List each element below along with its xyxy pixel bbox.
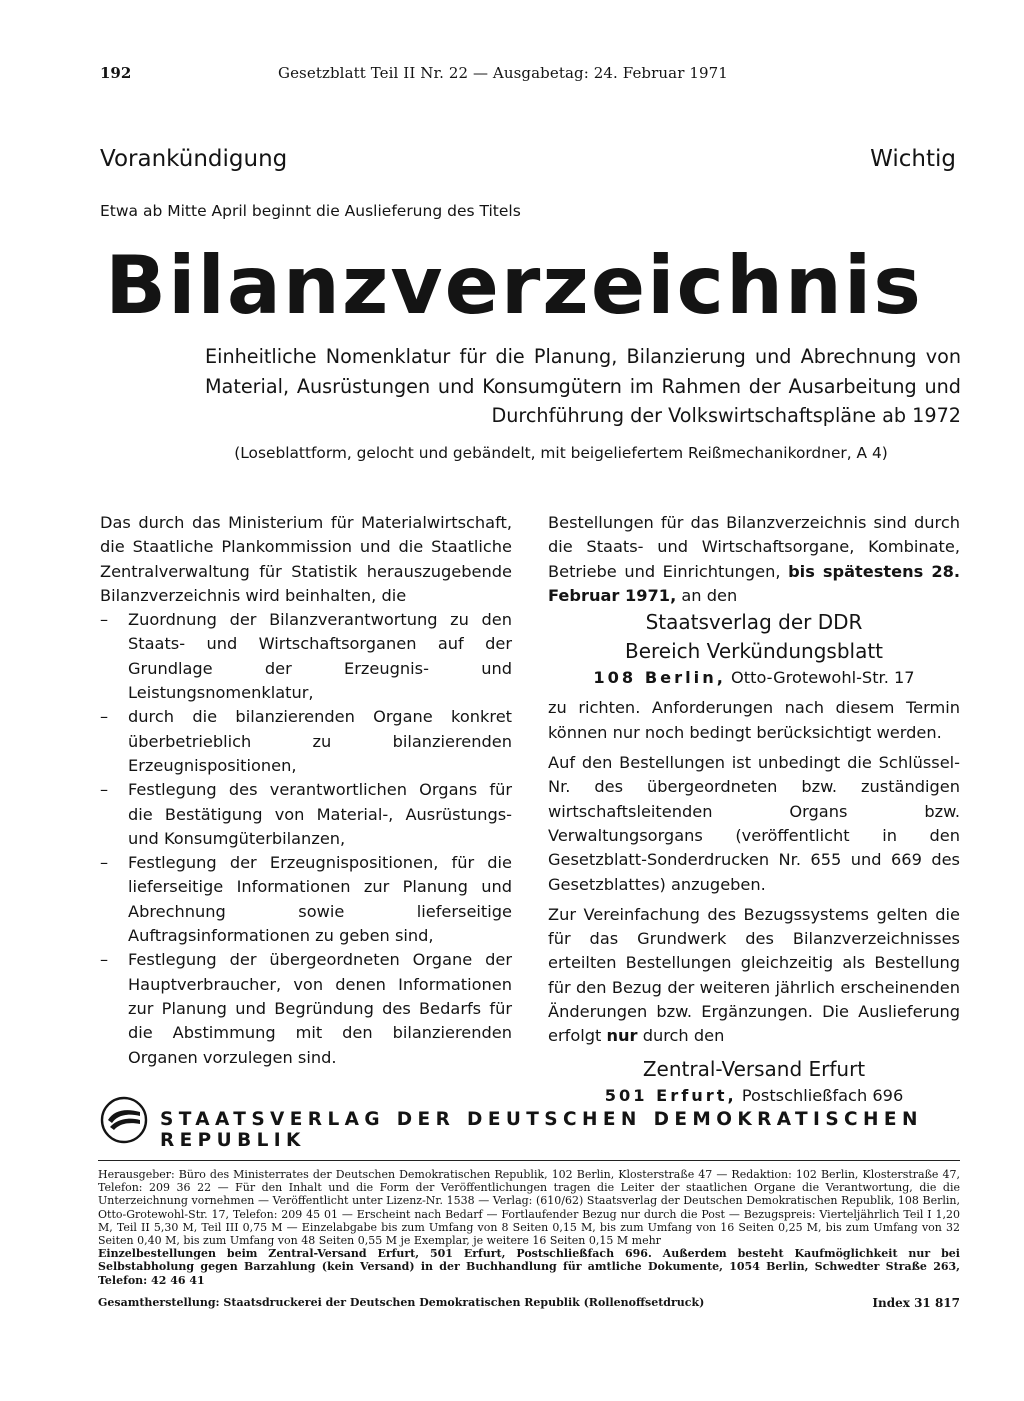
- bullet-dash: –: [100, 780, 109, 800]
- distributor-address-postbox: Postschließfach 696: [741, 1085, 904, 1105]
- order-intro-end: an den: [681, 585, 738, 605]
- list-item-text: durch die bilanzierenden Organe konkret überbetrieblich zu bilanzierenden Erzeugnispositionen,: [128, 707, 512, 775]
- list-item-text: Festlegung des verantwortlichen Organs für die Bestätigung von Material-, Ausrüstungs- und Konsumgüterbilanzen,: [128, 780, 512, 848]
- list-item: [100, 778, 512, 851]
- printer-line: Gesamtherstellung: Staatsdruckerei der Deutschen Demokratischen Republik (Rollenoffsetdruck): [98, 1296, 705, 1309]
- format-note: (Loseblattform, gelocht und gebändelt, mit beigeliefertem Reißmechanikordner, A 4): [234, 444, 888, 462]
- announcement-intro: Etwa ab Mitte April beginnt die Auslieferung des Titels: [100, 202, 521, 220]
- list-item: [100, 948, 512, 1069]
- imprint-paragraph: Herausgeber: Büro des Ministerrates der Deutschen Demokratischen Republik, 102 Berlin, Klosterstraße 47 — Redaktion: 102 Berlin, Klosterstraße 47, Telefon: 209 36 22 — Für den Inhalt und die Form der Veröffentlichungen tragen die Leiter der staatlichen Organe die Verantwortung, die die Unterzeichnung vornehmen — Veröffentlicht unter Lizenz-Nr. 1538 — Verlag: (610/62) Staatsverlag der Deutschen Demokratischen Republik, 108 Berlin, Otto-Grotewohl-Str. 17, Telefon: 209 45 01 — Erscheint nach Bedarf — Fortlaufender Bezug nur durch die Post — Bezugspreis: Vierteljährlich Teil I 1,20 M, Teil II 5,30 M, Teil III 0,75 M — Einzelabgabe bis zum Umfang von 8 Seiten 0,15 M, bis zum Umfang von 16 Seiten 0,25 M, bis zum Umfang von 32 Seiten 0,40 M, bis zum Umfang von 48 Seiten 0,55 M je Exemplar, je weitere 16 Seiten 0,15 M mehr: [98, 1168, 960, 1248]
- announcement-label: Vorankündigung: [100, 146, 288, 172]
- bullet-dash: –: [100, 707, 109, 727]
- bullet-dash: –: [100, 610, 109, 630]
- bullet-dash: –: [100, 853, 109, 873]
- delivery-paragraph: [548, 903, 960, 1049]
- list-item: [100, 851, 512, 948]
- imprint-footer: [98, 1296, 960, 1309]
- contents-list: [100, 608, 512, 1070]
- list-item-text: Festlegung der Erzeugnispositionen, für die lieferseitige Informationen zur Planung und Abrechnung sowie lieferseitige Auftragsinformationen zu geben sind,: [128, 853, 512, 946]
- order-intro-text: Bestellungen für das Bilanzverzeichnis sind durch die Staats- und Wirtschaftsorgane, Kombinate, Betriebe und Einrichtungen,: [548, 513, 960, 581]
- key-number-paragraph: Auf den Bestellungen ist unbedingt die Schlüssel-Nr. des übergeordneten bzw. zuständigen wirtschaftsleitenden Organs bzw. Verwaltungsorgans (veröffentlicht in den Gesetzblatt-Sonderdrucken Nr. 655 und 669 des Gesetzblattes) anzugeben.: [548, 753, 960, 894]
- important-label: Wichtig: [870, 146, 956, 172]
- list-item: [100, 705, 512, 778]
- list-item-text: Zuordnung der Bilanzverantwortung zu den Staats- und Wirtschaftsorganen auf der Grundlage der Erzeugnis- und Leistungsnomenklatur,: [128, 610, 512, 703]
- index-number: Index 31 817: [872, 1296, 960, 1310]
- divider: [98, 1160, 960, 1161]
- contents-intro: Das durch das Ministerium für Materialwirtschaft, die Staatliche Plankommission und die Staatliche Zentralverwaltung für Statistik herauszugebende Bilanzverzeichnis wird beinhalten, die: [100, 513, 512, 605]
- left-column: [100, 511, 512, 1070]
- delivery-paragraph-end: durch den: [642, 1026, 725, 1046]
- publisher-address-name: Staatsverlag der DDR: [645, 610, 863, 635]
- publisher-name: STAATSVERLAG DER DEUTSCHEN DEMOKRATISCHEN REPUBLIK: [160, 1109, 923, 1151]
- running-head: Gesetzblatt Teil II Nr. 22 — Ausgabetag: 24. Februar 1971: [278, 64, 728, 82]
- distributor-address-line: [548, 1084, 960, 1108]
- book-subtitle: Einheitliche Nomenklatur für die Planung, Bilanzierung und Abrechnung von Material, Ausrüstungen und Konsumgütern im Rahmen der Ausarbeitung und Durchführung der Volkswirtschaftspläne ab 1972: [205, 345, 961, 427]
- list-item-text: Festlegung der übergeordneten Organe der Hauptverbraucher, von denen Informationen zur Planung und Begründung des Bedarfs für die Abstimmung mit den bilanzierenden Organen vorzulegen sind.: [128, 950, 512, 1067]
- list-item: [100, 608, 512, 705]
- distributor-address-name: Zentral-Versand Erfurt: [642, 1056, 866, 1081]
- page-number: 192: [100, 64, 132, 82]
- book-title: Bilanzverzeichnis: [105, 239, 923, 332]
- publisher-address-street: Otto-Grotewohl-Str. 17: [731, 668, 915, 688]
- deadline-paragraph: zu richten. Anforderungen nach diesem Termin können nur noch bedingt berücksichtigt werden.: [548, 698, 960, 742]
- distributor-address-city: 501 Erfurt,: [604, 1085, 737, 1105]
- order-deadline: bis spätestens 28. Februar 1971,: [548, 561, 960, 605]
- imprint: [98, 1168, 960, 1287]
- publisher-address-street-line: [548, 666, 960, 690]
- imprint-orders: Einzelbestellungen beim Zentral-Versand Erfurt, 501 Erfurt, Postschließfach 696. Außerdem besteht Kaufmöglichkeit nur bei Selbstabholung gegen Barzahlung (kein Versand) in der Buchhandlung für amtliche Dokumente, 1054 Berlin, Schwedter Straße 263, Telefon: 42 46 41: [98, 1247, 960, 1287]
- publisher-address-department: Bereich Verkündungsblatt: [624, 639, 884, 664]
- delivery-paragraph-text: Zur Vereinfachung des Bezugssystems gelten die für das Grundwerk des Bilanzverzeichnisses erteilten Bestellungen gleichzeitig als Bestellung für den Bezug der weiteren jährlich erscheinenden Änderungen bzw. Ergänzungen. Die Auslieferung erfolgt: [548, 904, 960, 1046]
- delivery-emphasis: nur: [606, 1026, 638, 1046]
- staatsverlag-logo-icon: [100, 1096, 148, 1144]
- bullet-dash: –: [100, 950, 109, 970]
- publisher-address-city: 108 Berlin,: [593, 668, 726, 688]
- order-intro: [548, 511, 960, 608]
- right-column: [548, 511, 960, 1108]
